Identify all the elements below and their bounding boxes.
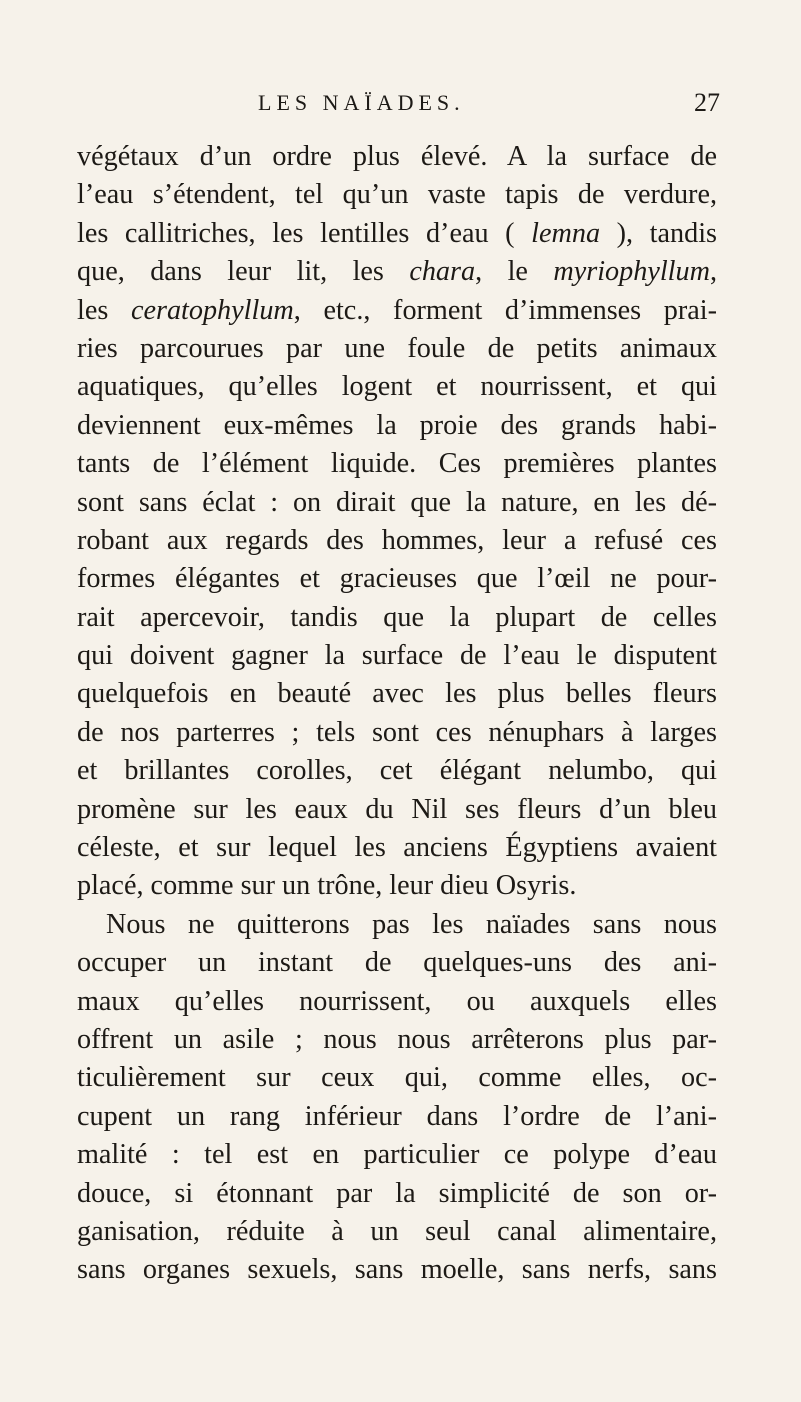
text-line: maux qu’elles nourrissent, ou auxquels elles xyxy=(77,985,717,1017)
running-head xyxy=(0,86,801,126)
text-line: cupent un rang inférieur dans l’ordre de l’ani- xyxy=(77,1100,717,1132)
text-line: qui doivent gagner la surface de l’eau le disputent xyxy=(77,640,717,672)
running-title: LES NAÏADES. xyxy=(258,90,465,115)
text-line: sans organes sexuels, sans moelle, sans nerfs, sans xyxy=(77,1254,717,1286)
text-line: et brillantes corolles, cet élégant nelumbo, qui xyxy=(77,755,717,787)
text-line: robant aux regards des hommes, leur a refusé ces xyxy=(77,524,717,556)
text-line: ries parcourues par une foule de petits animaux xyxy=(77,332,717,364)
text-line: ganisation, réduite à un seul canal alimentaire, xyxy=(77,1215,717,1247)
text-line: rait apercevoir, tandis que la plupart de celles xyxy=(77,601,717,633)
text-line: les callitriches, les lentilles d’eau ( lemna ), tandis xyxy=(77,217,718,249)
text-line: Nous ne quitterons pas les naïades sans nous xyxy=(106,908,717,940)
text-line: sont sans éclat : on dirait que la nature, en les dé- xyxy=(77,486,717,518)
text-line: quelquefois en beauté avec les plus belles fleurs xyxy=(77,678,717,710)
text-line: deviennent eux-mêmes la proie des grands habi- xyxy=(77,409,717,441)
text-line: végétaux d’un ordre plus élevé. A la surface de xyxy=(77,141,717,172)
text-line: douce, si étonnant par la simplicité de son or- xyxy=(77,1177,717,1209)
text-line: que, dans leur lit, les chara, le myriophyllum, xyxy=(77,256,718,288)
text-line: malité : tel est en particulier ce polype d’eau xyxy=(77,1139,717,1171)
text-line: tants de l’élément liquide. Ces premières plantes xyxy=(77,448,717,480)
text-line: ticulièrement sur ceux qui, comme elles, oc- xyxy=(77,1062,717,1094)
text-line: occuper un instant de quelques-uns des ani- xyxy=(77,947,717,979)
text-line: les ceratophyllum, etc., forment d’immenses prai- xyxy=(77,294,717,326)
text-line: céleste, et sur lequel les anciens Égyptiens avaient xyxy=(77,832,717,864)
text-line: l’eau s’étendent, tel qu’un vaste tapis de verdure, xyxy=(77,179,717,211)
body-text xyxy=(77,138,717,1290)
text-line: formes élégantes et gracieuses que l’œil ne pour- xyxy=(77,563,717,595)
page-number: 27 xyxy=(694,88,720,117)
text-line: promène sur les eaux du Nil ses fleurs d’un bleu xyxy=(77,793,717,825)
text-line: placé, comme sur un trône, leur dieu Osyris. xyxy=(77,870,577,902)
text-line: offrent un asile ; nous nous arrêterons plus par- xyxy=(77,1023,717,1055)
text-line: aquatiques, qu’elles logent et nourrissent, et qui xyxy=(77,371,717,403)
text-line: de nos parterres ; tels sont ces nénuphars à larges xyxy=(77,716,717,748)
